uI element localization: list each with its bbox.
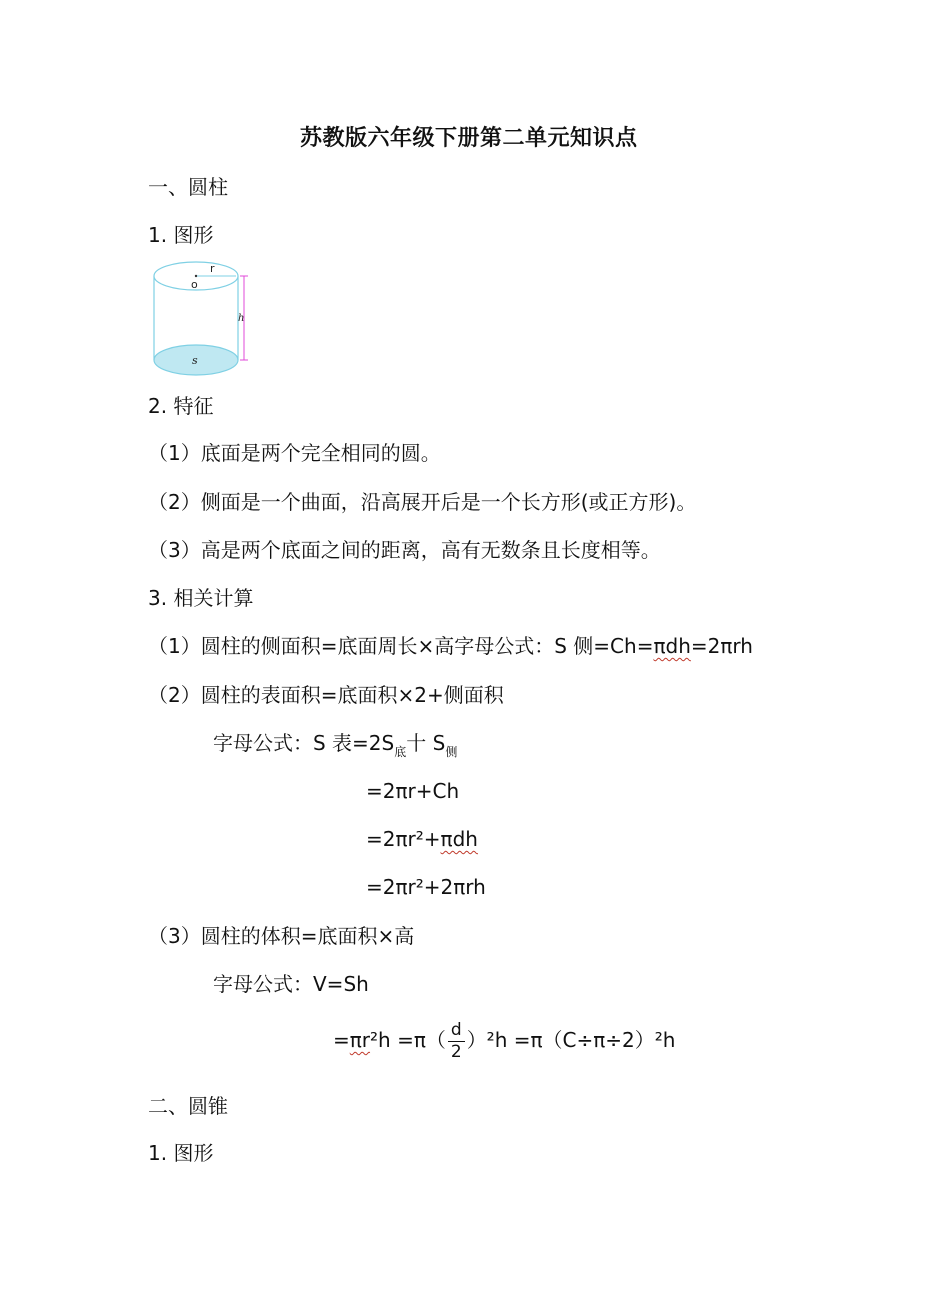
- cone-figure-heading: 1. 图形: [148, 1141, 214, 1165]
- surface-plus: 十 S: [406, 731, 446, 755]
- fraction-denominator: 2: [450, 1042, 462, 1062]
- surface-formula-label: 字母公式：S 表=2S: [213, 731, 395, 755]
- feature-item: （3）高是两个底面之间的距离，高有无数条且长度相等。: [148, 538, 661, 562]
- section-heading-cone: 二、圆锥: [148, 1094, 228, 1118]
- surface-step-3: =2πr²+2πrh: [366, 875, 486, 899]
- center-dot: [195, 275, 197, 277]
- lateral-area-formula: [148, 636, 753, 656]
- figure-heading: 1. 图形: [148, 223, 214, 247]
- volume-formula: 字母公式：V=Sh: [213, 972, 369, 996]
- surface-step-1: =2πr+Ch: [366, 779, 460, 803]
- surface-step-2: [366, 829, 478, 849]
- volume-eq-wavy: πr: [349, 1028, 371, 1052]
- volume-expansion: [333, 1022, 675, 1061]
- lateral-text: （1）圆柱的侧面积=底面周长×高字母公式：S 侧=Ch=: [148, 634, 654, 658]
- lateral-wavy: πdh: [653, 634, 691, 658]
- page-title: 苏教版六年级下册第二单元知识点: [300, 126, 638, 151]
- label-h: h: [238, 313, 245, 324]
- feature-item: （1）底面是两个完全相同的圆。: [148, 441, 441, 465]
- surface-step-2-wavy: πdh: [440, 827, 478, 851]
- label-s: s: [192, 354, 198, 367]
- surface-formula: [213, 731, 458, 759]
- cylinder-figure: [148, 258, 258, 380]
- label-o: o: [191, 278, 198, 291]
- surface-step-2-a: =2πr²+: [366, 827, 441, 851]
- section-heading-cylinder: 一、圆柱: [148, 175, 228, 199]
- volume-eq-prefix: =: [333, 1028, 350, 1052]
- label-r: r: [210, 262, 215, 275]
- fraction-d-over-2: [448, 1022, 465, 1061]
- surface-area-heading: （2）圆柱的表面积=底面积×2+侧面积: [148, 683, 504, 707]
- surface-sub-base: 底: [394, 745, 407, 759]
- feature-item: （2）侧面是一个曲面，沿高展开后是一个长方形(或正方形)。: [148, 490, 697, 514]
- volume-heading: （3）圆柱的体积=底面积×高: [148, 924, 415, 948]
- volume-eq-tail: ）²h =π（C÷π÷2）²h: [466, 1028, 676, 1052]
- fraction-numerator: d: [448, 1022, 465, 1042]
- calc-heading: 3. 相关计算: [148, 586, 254, 610]
- volume-eq-mid: ²h =π（: [370, 1028, 446, 1052]
- lateral-tail: =2πrh: [690, 634, 753, 658]
- surface-sub-side: 侧: [445, 745, 458, 759]
- features-heading: 2. 特征: [148, 394, 214, 418]
